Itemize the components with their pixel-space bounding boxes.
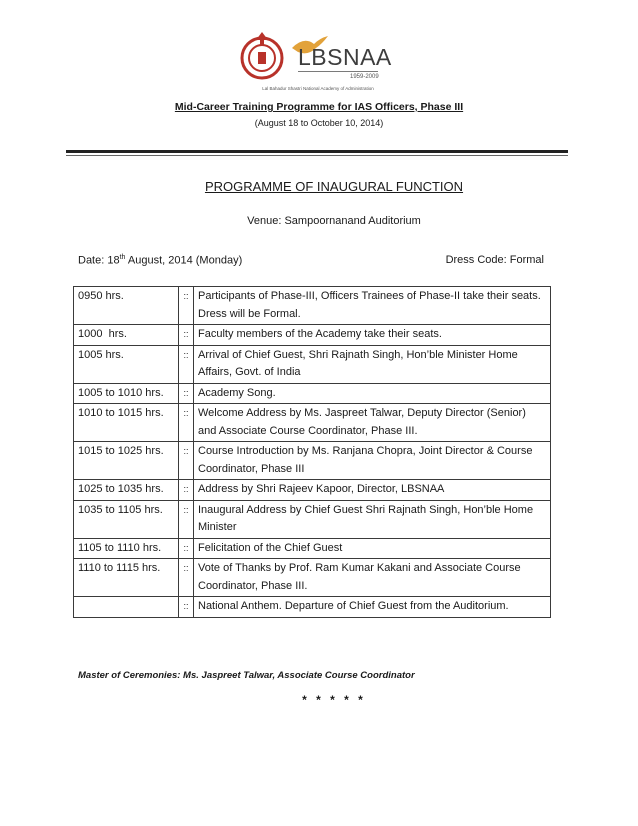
date-suffix-ordinal: th	[119, 254, 126, 261]
table-row	[74, 287, 551, 325]
header-divider-thin	[66, 155, 568, 156]
activity-cell: Faculty members of the Academy take their seats.	[194, 325, 551, 346]
activity-cell: Course Introduction by Ms. Ranjana Chopra, Joint Director & Course Coordinator, Phase III	[194, 442, 551, 480]
table-row	[74, 383, 551, 404]
table-row	[74, 404, 551, 442]
activity-cell: Arrival of Chief Guest, Shri Rajnath Singh, Hon’ble Minister Home Affairs, Govt. of India	[194, 345, 551, 383]
activity-cell: Participants of Phase-III, Officers Trainees of Phase-II take their seats. Dress will be Formal.	[194, 287, 551, 325]
separator-cell: ::	[179, 345, 194, 383]
separator-cell: ::	[179, 287, 194, 325]
separator-cell: ::	[179, 559, 194, 597]
table-row	[74, 325, 551, 346]
activity-cell: National Anthem. Departure of Chief Guest from the Auditorium.	[194, 597, 551, 618]
activity-cell: Welcome Address by Ms. Jaspreet Talwar, Deputy Director (Senior) and Associate Course Coordinator, Phase III.	[194, 404, 551, 442]
time-cell: 1025 to 1035 hrs.	[74, 480, 179, 501]
separator-cell: ::	[179, 597, 194, 618]
separator-cell: ::	[179, 538, 194, 559]
master-of-ceremonies: Master of Ceremonies: Ms. Jaspreet Talwar, Associate Course Coordinator	[78, 670, 415, 681]
time-cell: 1005 to 1010 hrs.	[74, 383, 179, 404]
logo-wordmark: LBSNAA	[298, 44, 392, 70]
time-cell: 1015 to 1025 hrs.	[74, 442, 179, 480]
time-cell: 1000 hrs.	[74, 325, 179, 346]
time-cell: 1110 to 1115 hrs.	[74, 559, 179, 597]
time-cell	[74, 597, 179, 618]
activity-cell: Address by Shri Rajeev Kapoor, Director, LBSNAA	[194, 480, 551, 501]
separator-cell: ::	[179, 480, 194, 501]
separator-cell: ::	[179, 442, 194, 480]
function-title: PROGRAMME OF INAUGURAL FUNCTION	[204, 179, 464, 194]
date-prefix: Date: 18	[78, 254, 120, 267]
separator-cell: ::	[179, 383, 194, 404]
schedule-table	[73, 286, 551, 618]
table-row	[74, 538, 551, 559]
seal-emblem-icon	[238, 30, 286, 82]
time-cell: 1005 hrs.	[74, 345, 179, 383]
lbsnaa-logo	[238, 30, 398, 98]
logo-caption: Lal Bahadur Shastri National Academy of Administration	[262, 86, 374, 91]
activity-cell: Academy Song.	[194, 383, 551, 404]
separator-cell: ::	[179, 404, 194, 442]
end-marker: * * * * *	[302, 693, 366, 707]
time-cell: 1010 to 1015 hrs.	[74, 404, 179, 442]
separator-cell: ::	[179, 500, 194, 538]
header-divider	[66, 150, 568, 153]
activity-cell: Felicitation of the Chief Guest	[194, 538, 551, 559]
logo-underline	[298, 71, 378, 72]
programme-title: Mid-Career Training Programme for IAS Officers, Phase III	[174, 101, 464, 113]
activity-cell: Inaugural Address by Chief Guest Shri Rajnath Singh, Hon’ble Home Minister	[194, 500, 551, 538]
logo-years: 1959-2009	[350, 74, 379, 80]
time-cell: 0950 hrs.	[74, 287, 179, 325]
programme-dates: (August 18 to October 10, 2014)	[254, 118, 384, 128]
table-row	[74, 597, 551, 618]
table-row	[74, 442, 551, 480]
table-row	[74, 500, 551, 538]
table-row	[74, 559, 551, 597]
table-row	[74, 480, 551, 501]
activity-cell: Vote of Thanks by Prof. Ram Kumar Kakani and Associate Course Coordinator, Phase III.	[194, 559, 551, 597]
time-cell: 1035 to 1105 hrs.	[74, 500, 179, 538]
venue: Venue: Sampoornanand Auditorium	[247, 215, 421, 227]
table-row	[74, 345, 551, 383]
event-date	[78, 254, 242, 267]
dress-code: Dress Code: Formal	[445, 254, 544, 266]
separator-cell: ::	[179, 325, 194, 346]
date-rest: August, 2014 (Monday)	[125, 254, 243, 267]
time-cell: 1105 to 1110 hrs.	[74, 538, 179, 559]
